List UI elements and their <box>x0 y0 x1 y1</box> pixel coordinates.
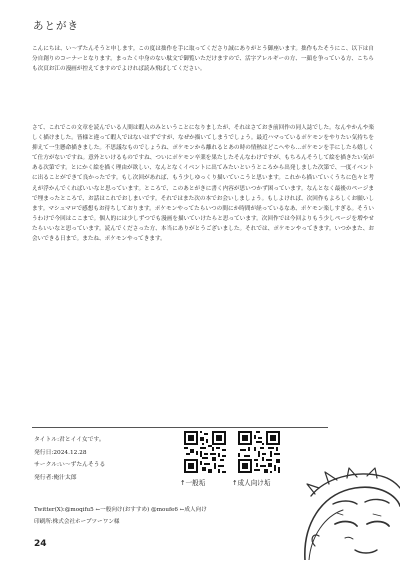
qr-caption-adult: ↑成人向け垢 <box>232 479 271 487</box>
divider <box>32 427 328 428</box>
afterword-closing: いつかまた、お会いできる日まで。またね、ポケモンやってきます。 <box>32 225 374 243</box>
colophon-date: 発行日:2024.12.28 <box>34 449 87 456</box>
colophon-twitter: Twitter(X):@moqifu5 ←一般向け(おすすめ) @moufe6 ←成人向け <box>34 507 207 513</box>
author-sketch-illustration <box>285 466 400 560</box>
colophon <box>34 434 184 484</box>
qr-code-general-icon[interactable] <box>184 431 226 473</box>
colophon-title: タイトル:君とイイ女です。 <box>34 437 105 443</box>
colophon-circle: サークル:い～ずたんそうる <box>34 462 106 469</box>
page-number: 24 <box>34 539 47 549</box>
afterword-paragraph-2 <box>32 123 374 244</box>
afterword-paragraph-1: こんにちは、い～ずたんそうと申します。この度は拙作を手に取ってくださり誠にありがとう御座います。拙作もたそうにこ、以下は自分自創りのコーナーとなります。まったく中身のない駄文で御覧いただけますので、活字アレルギーの方、一顔を争っている方、こちらも次頁お江の漫画が控えてますのでよければ読み飛ばしてください。 <box>32 46 374 73</box>
qr-caption-general: ↑一般垢 <box>180 479 206 487</box>
afterword-paragraph-2-body: さて、これでこの文章を読んでいる人間は暇人のみということになりましたが、それはさておき前回作の同人誌でした。なんやかんや楽しく描けました。皆様と違って暇人ではないはずですが、なぜか描いてしまうでしょう。最近ハマっているポケモンをやりたい気持ちを抑えて一生懸命描きました。不思議なものでしょうね、ポケモンから離れるとあの時の情熱はどこへやら…ポケモンを手にしたら嬉しくて仕方がないですね。意外といけるものですね、ついにポケモン卒業を果たしたそんなわけですが、もちろんそうして絵を描きたい気がある次第です。とにかく絵を描く理由が欲しい、なんとなくイベントに出てみたいというところから出発しました次第で、一度イベントに出ることができて良かったです。もし次回があれば、もう少しゆっくり描いていこうと思います。これから描いていくうちに色々と考えが浮かんでくればいいなと思っています。ところで、このあとがきに書く内容が思いつかず困っています。なんとなく最後のページまで埋まったところで、お話はこれでおしまいです。それではまた次の本でお会いしましょう。もしよければ、次回作もよろしくお願いします。マシュマロで感想もお待ちしております。ポケモンやってたらいつの間にか時間が経っているなあ、ポケモン楽しすぎる。そういうわけで今回はここまで。個人的には少しずつでも漫画を描いていけたらと思っています。次回作では今回よりもう少しページを増やせたらいいなと思っています。読んでくださった方、本当にありがとうございました。それでは、ポケモンやってきます。 <box>32 125 374 232</box>
qr-code-adult-icon[interactable] <box>238 431 280 473</box>
afterword-title: あとがき <box>33 20 79 32</box>
colophon-printer: 印刷所:株式会社ホープツーワン様 <box>34 519 120 525</box>
colophon-publisher: 発行者:俺汁太郎 <box>34 474 77 481</box>
